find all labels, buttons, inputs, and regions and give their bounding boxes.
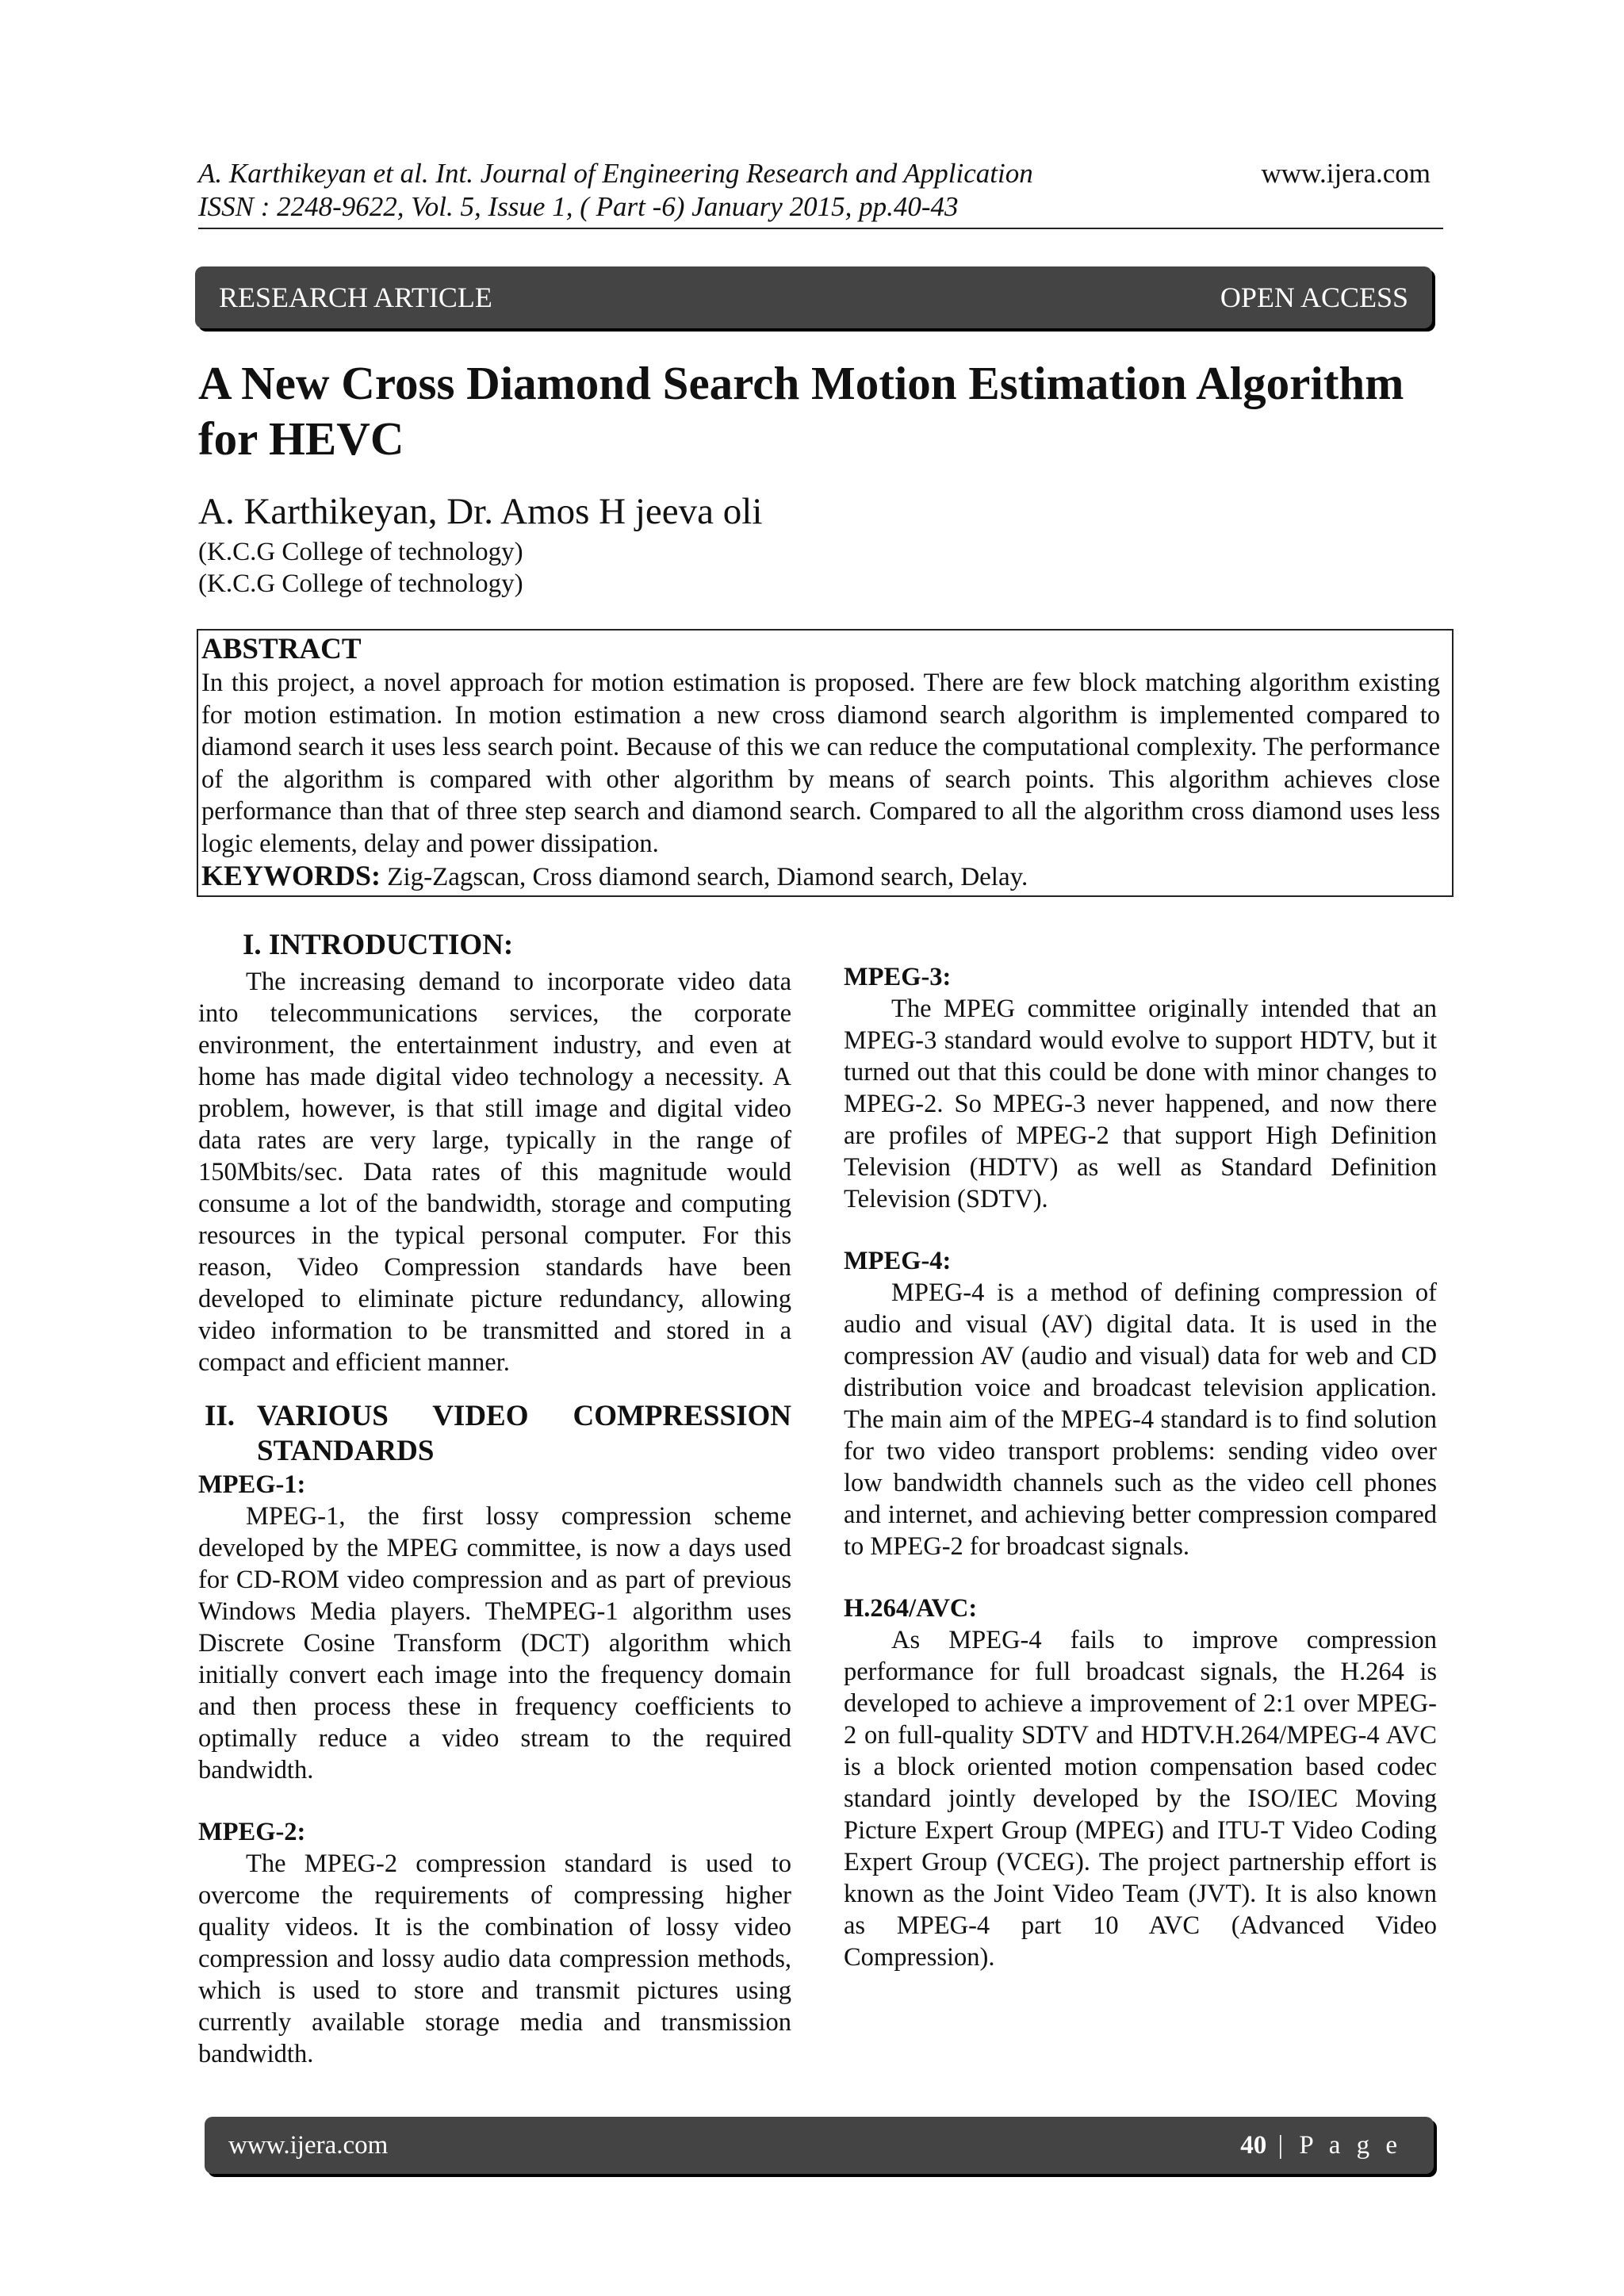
mpeg3-text: The MPEG committee originally intended that an MPEG-3 standard would evolve to support HDTV, but it turned out that this could be done with minor changes to MPEG-2. So MPEG-3 never happened, and now there are profiles of MPEG-2 that support High Definition Television (HDTV) as well as Standard Definition Television (SDTV). — [844, 995, 1437, 1213]
mpeg2-heading: MPEG-2: — [198, 1818, 306, 1846]
header-divider — [198, 228, 1443, 229]
page-number-label — [1240, 2131, 1402, 2160]
mpeg4-text: MPEG-4 is a method of defining compression of audio and visual (AV) digital data. It is used in the compression AV (audio and visual) data for web and CD distribution voice and broadcast television application. The main aim of the MPEG-4 standard is to find solution for two video transport problems: sending video over low bandwidth channels such as the video cell phones and internet, and achieving better compression compared to MPEG-2 for broadcast signals. — [844, 1278, 1437, 1561]
h264-text: As MPEG-4 fails to improve compression performance for full broadcast signals, the H.264 is developed to achieve a improvement of 2:1 over MPEG-2 on full-quality SDTV and HDTV.H.264/MPEG-4 AVC is a block oriented motion compensation based codec standard jointly developed by the ISO/IEC Moving Picture Expert Group (MPEG) and ITU-T Video Coding Expert Group (VCEG). The project partnership effort is known as the Joint Video Team (JVT). It is also known as MPEG-4 part 10 AVC (Advanced Video Compression). — [844, 1626, 1437, 1972]
introduction-text: The increasing demand to incorporate video data into telecommunications services, the corporate environment, the entertainment industry, and even at home has made digital video technology a necessity. A problem, however, is that still image and digital video data rates are very large, typically in the range of 150Mbits/sec. Data rates of this magnitude would consume a lot of the bandwidth, storage and computing resources in the typical personal computer. For this reason, Video Compression standards have been developed to eliminate picture redundancy, allowing video information to be transmitted and stored in a compact and efficient manner. — [198, 968, 791, 1377]
page-number: 40 — [1240, 2130, 1267, 2160]
mpeg4-heading: MPEG-4: — [844, 1247, 952, 1275]
keywords-line — [201, 859, 1028, 894]
research-article-label: RESEARCH ARTICLE — [219, 282, 492, 313]
footer-url[interactable]: www.ijera.com — [228, 2130, 389, 2160]
page-footer — [205, 2117, 1434, 2174]
paper-title: A New Cross Diamond Search Motion Estimation Algorithm for HEVC — [198, 357, 1404, 465]
mpeg3-heading: MPEG-3: — [844, 963, 952, 991]
page-label: | P a g e — [1266, 2130, 1402, 2160]
journal-header-url[interactable]: www.ijera.com — [1261, 158, 1431, 189]
abstract-heading: ABSTRACT — [201, 633, 362, 665]
article-type-banner — [195, 266, 1432, 328]
section-2-number: II. — [205, 1400, 236, 1432]
section-introduction-heading: I. INTRODUCTION: — [243, 929, 514, 961]
section-2-title-line1: VARIOUS VIDEO COMPRESSION — [257, 1400, 791, 1432]
journal-header-line2: ISSN : 2248-9622, Vol. 5, Issue 1, ( Part -6) January 2015, pp.40-43 — [198, 191, 959, 222]
mpeg2-text: The MPEG-2 compression standard is used to overcome the requirements of compressing higher quality videos. It is the combination of lossy video compression and lossy audio data compression methods, which is used to store and transmit pictures using currently available storage media and transmission bandwidth. — [198, 1849, 791, 2068]
author-list: A. Karthikeyan, Dr. Amos H jeeva oli — [198, 491, 763, 532]
keywords-text: Zig-Zagscan, Cross diamond search, Diamond search, Delay. — [381, 863, 1028, 891]
h264-heading: H.264/AVC: — [844, 1594, 978, 1623]
abstract-box — [197, 629, 1454, 897]
mpeg1-heading: MPEG-1: — [198, 1470, 306, 1499]
affiliation-1: (K.C.G College of technology) — [198, 538, 523, 566]
section-2-title-line2: STANDARDS — [257, 1435, 435, 1467]
open-access-label: OPEN ACCESS — [1220, 282, 1408, 313]
mpeg1-text: MPEG-1, the first lossy compression scheme developed by the MPEG committee, is now a days used for CD-ROM video compression and as part of previous Windows Media players. TheMPEG-1 algorithm uses Discrete Cosine Transform (DCT) algorithm which initially convert each image into the frequency domain and then process these in frequency coefficients to optimally reduce a video stream to the required bandwidth. — [198, 1502, 791, 1784]
keywords-label: KEYWORDS: — [201, 860, 381, 891]
affiliation-2: (K.C.G College of technology) — [198, 569, 523, 598]
section-2-heading — [198, 1399, 791, 1469]
left-column — [198, 928, 791, 2070]
journal-header-line1: A. Karthikeyan et al. Int. Journal of Engineering Research and Application — [198, 158, 1033, 189]
abstract-text: In this project, a novel approach for motion estimation is proposed. There are few block matching algorithm existing for motion estimation. In motion estimation a new cross diamond search algorithm is implemented compared to diamond search it uses less search point. Because of this we can reduce the computational complexity. The performance of the algorithm is compared with other algorithm by means of search points. This algorithm achieves close performance than that of three step search and diamond search. Compared to all the algorithm cross diamond uses less logic elements, delay and power dissipation. — [201, 669, 1440, 858]
right-column — [844, 961, 1437, 1973]
